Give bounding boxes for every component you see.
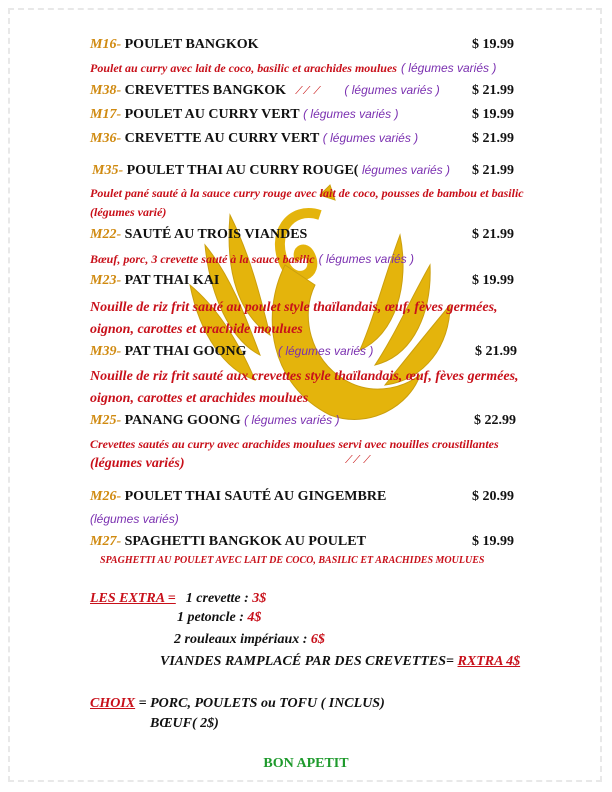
choix-line-2: BŒUF( 2$)	[150, 716, 219, 731]
menu-item-m35: M35- POULET THAI AU CURRY ROUGE( légumes variés )	[92, 163, 450, 178]
item-description: Poulet pané sauté à la sauce curry rouge avec lait de coco, pousses de bambou et basilic	[90, 186, 524, 200]
menu-item-m27: M27- SPAGHETTI BANGKOK AU POULET	[90, 534, 366, 549]
choix-line-1: CHOIX = PORC, POULETS ou TOFU ( INCLUS)	[90, 696, 385, 711]
extras-line-3: 2 rouleaux impériaux : 6$	[174, 632, 325, 647]
chili-pepper-icon: ⟋⟋ ⟋	[289, 85, 321, 97]
menu-item-m26: M26- POULET THAI SAUTÉ AU GINGEMBRE	[90, 489, 387, 504]
menu-item-m17: M17- POULET AU CURRY VERT ( légumes variés )	[90, 107, 399, 122]
menu-item-m23: M23- PAT THAI KAI	[90, 273, 220, 288]
item-description: (légumes variés)	[90, 512, 179, 526]
item-description: oignon, carottes et arachide moulues	[90, 322, 303, 337]
item-description: Crevettes sautés au curry avec arachides moulues servi avec nouilles croustillantes	[90, 437, 499, 451]
menu-item-m38: M38- CREVETTES BANGKOK ⟋⟋ ⟋ ( légumes variés )	[90, 83, 440, 98]
item-description: Bœuf, porc, 3 crevette sauté à la sauce basilic ( légumes variés )	[90, 252, 415, 266]
menu-item-m39: M39- PAT THAI GOONG ( légumes variés )	[90, 344, 374, 359]
item-description: (légumes varié)	[90, 205, 167, 219]
item-description: Poulet au curry avec lait de coco, basilic et arachides moulues ( légumes variés )	[90, 61, 497, 75]
menu-item-m16	[90, 37, 259, 53]
item-description: oignon, carottes et arachides moulues	[90, 391, 309, 406]
item-description: Nouille de riz frit sauté aux crevettes style thaïlandais, œuf, fèves germées,	[90, 369, 519, 384]
item-description: SPAGHETTI AU POULET AVEC LAIT DE COCO, BASILIC ET ARACHIDES MOULUES	[100, 555, 485, 566]
extras-line-4: VIANDES RAMPLACÉ PAR DES CREVETTES= RXTRA 4$	[160, 654, 521, 669]
extras-line-2: 1 petoncle : 4$	[177, 610, 262, 625]
extras-line-1: LES EXTRA = 1 crevette : 3$	[90, 591, 267, 606]
item-code: M16-	[90, 37, 122, 52]
menu-item-m25: M25- PANANG GOONG ( légumes variés )	[90, 413, 340, 428]
item-description: (légumes variés)	[90, 456, 185, 471]
footer-bon-apetit: BON APETIT	[263, 756, 349, 771]
choix-label: CHOIX	[90, 696, 136, 711]
item-name: POULET BANGKOK	[124, 37, 259, 52]
item-price: $ 19.99	[472, 37, 514, 52]
extras-label: LES EXTRA =	[90, 591, 176, 606]
chili-pepper-icon: ⟋⟋ ⟋	[345, 454, 371, 466]
item-description: Nouille de riz frit sauté au poulet style thaïlandais, œuf, fèves germées,	[90, 300, 498, 315]
menu-item-m22: M22- SAUTÉ AU TROIS VIANDES	[90, 227, 308, 242]
menu-item-m36: M36- CREVETTE AU CURRY VERT ( légumes variés )	[90, 131, 419, 146]
